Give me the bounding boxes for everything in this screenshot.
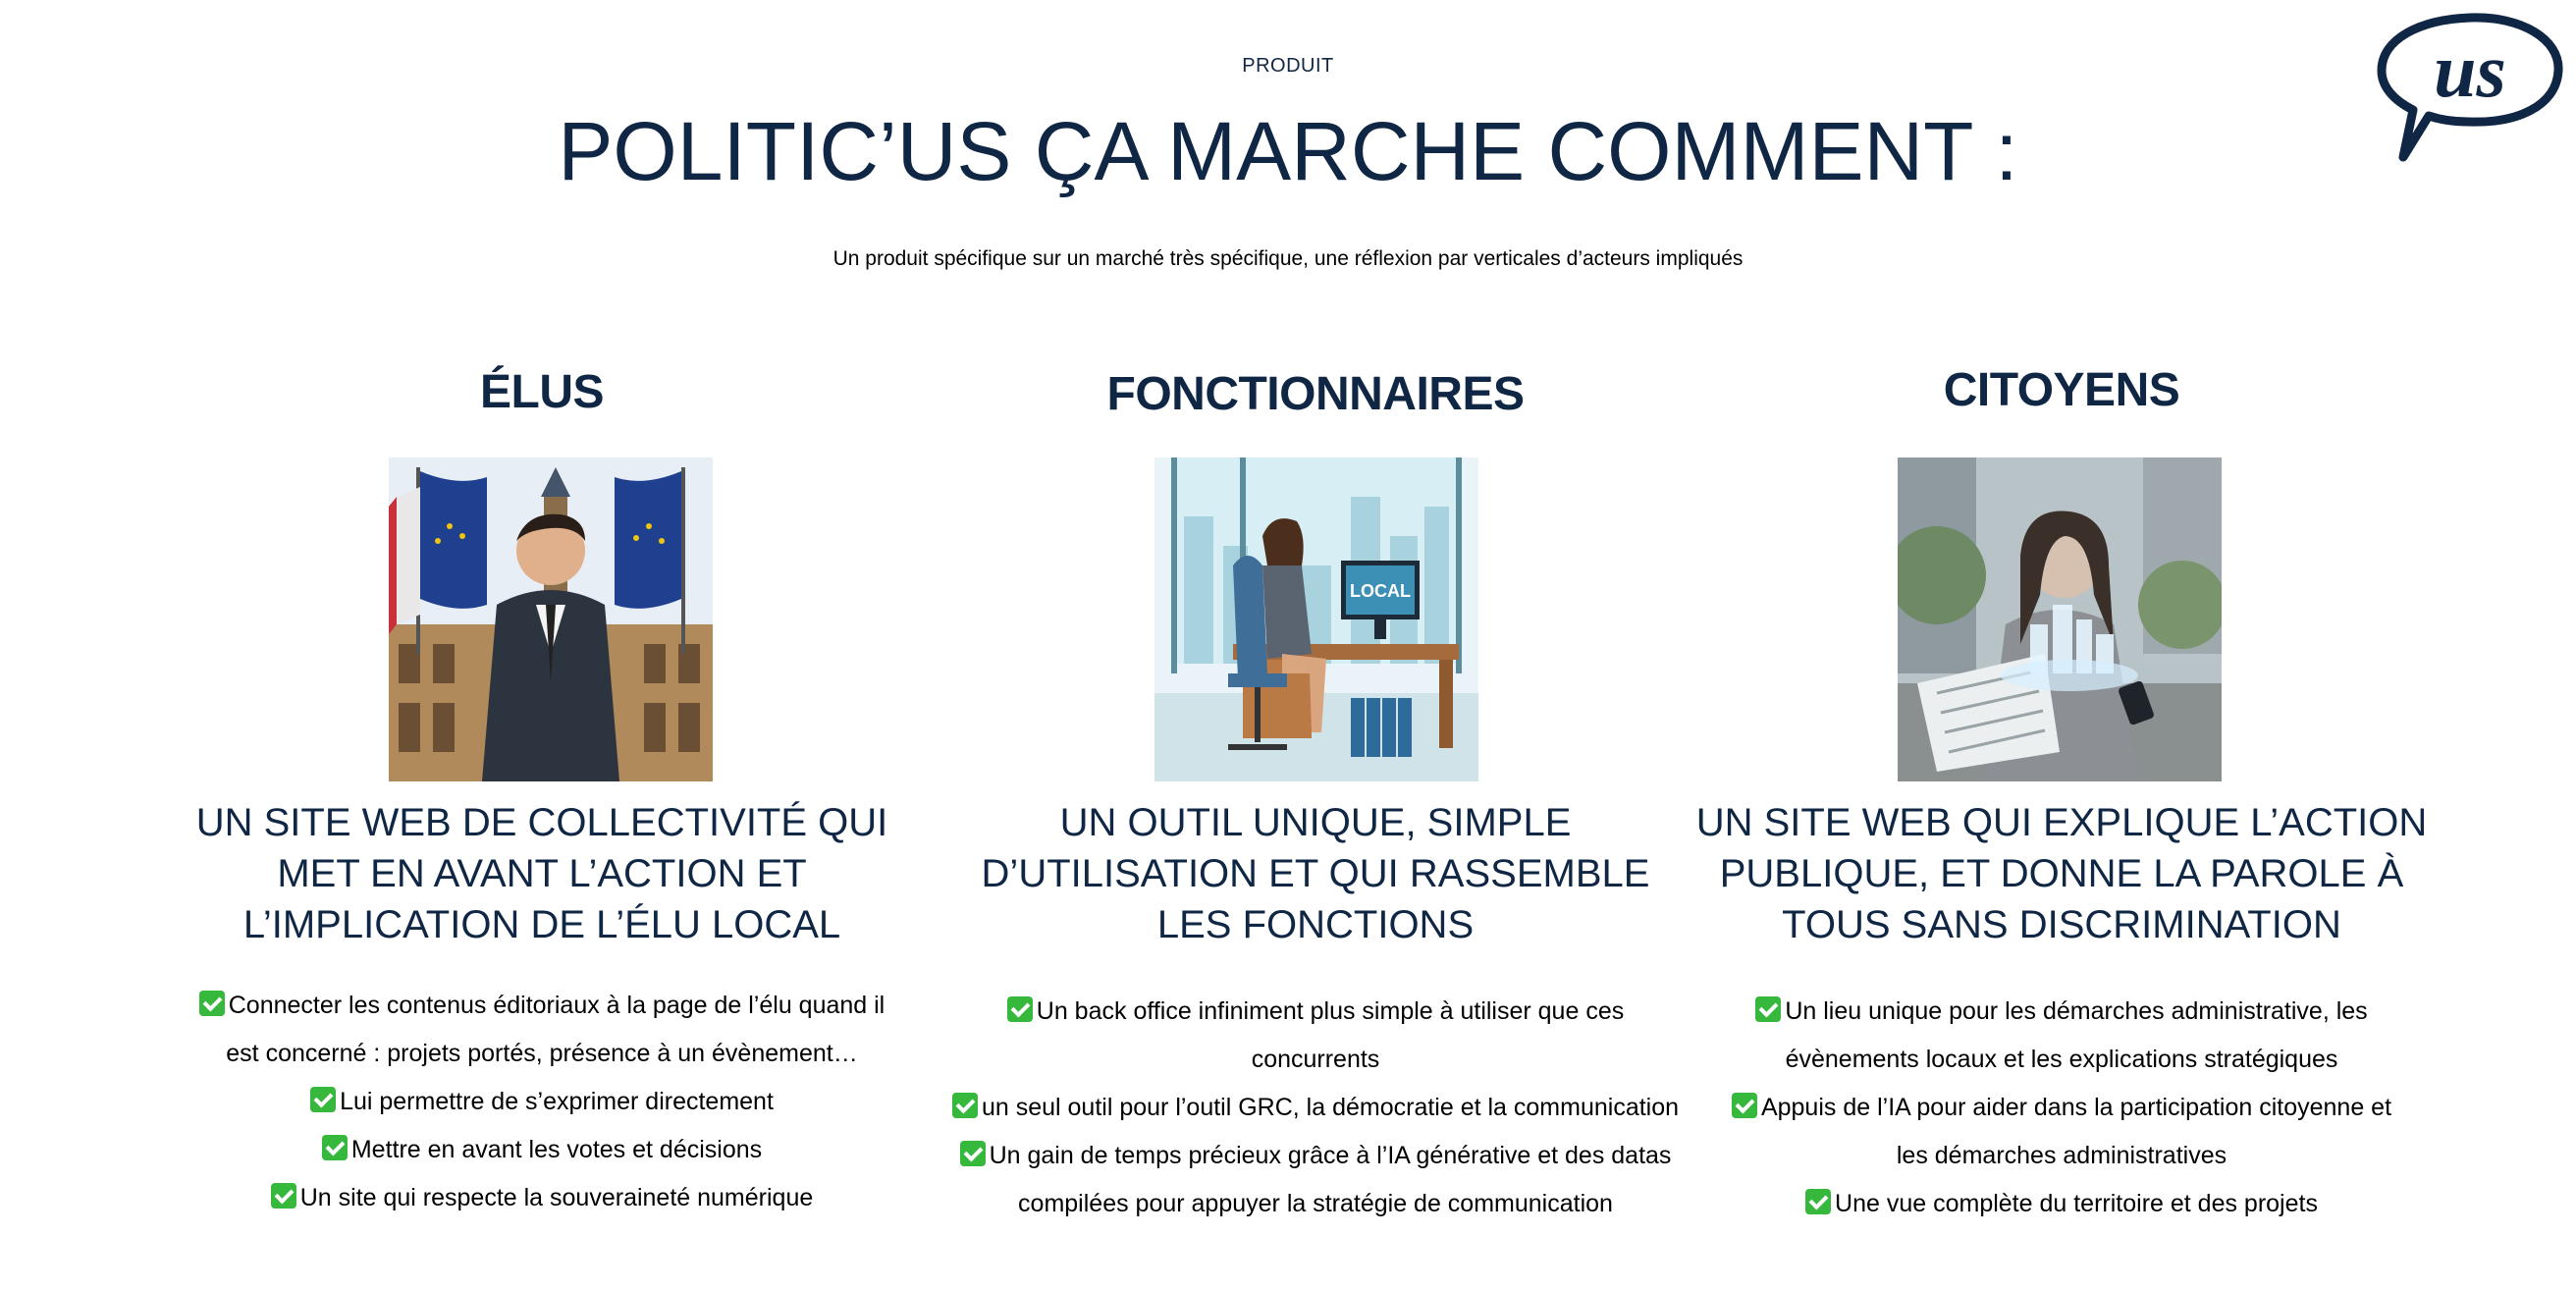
- item-text: Une vue complète du territoire et des projets: [1835, 1190, 2318, 1217]
- column-headline: [169, 797, 915, 950]
- item-text: Mettre en avant les votes et décisions: [350, 1136, 763, 1163]
- headline-line: UN SITE WEB DE COLLECTIVITÉ QUI: [195, 801, 888, 844]
- list-item: [942, 1132, 1689, 1228]
- item-text: concurrents: [1251, 1046, 1380, 1073]
- item-text: compilées pour appuyer la stratégie de communication: [1018, 1190, 1613, 1217]
- check-icon: [1755, 996, 1781, 1022]
- list-item: [169, 982, 915, 1078]
- item-text: Un gain de temps précieux grâce à l’IA générative et des datas: [989, 1142, 1672, 1169]
- item-text: évènements locaux et les explications stratégiques: [1785, 1046, 2338, 1073]
- column-headline: [942, 797, 1689, 950]
- monitor-text: LOCAL: [1350, 581, 1411, 601]
- headline-line: LES FONCTIONS: [1156, 903, 1475, 946]
- item-text: Un back office infiniment plus simple à utiliser que ces: [1036, 997, 1625, 1025]
- item-text: Un lieu unique pour les démarches administrative, les: [1785, 997, 2368, 1025]
- column-title: CITOYENS: [1943, 364, 2180, 416]
- column-headline: [1689, 797, 2435, 950]
- page-title: POLITIC’US ÇA MARCHE COMMENT :: [558, 105, 2018, 197]
- list-item: [1689, 988, 2435, 1084]
- citizen-reading-illustration: [1898, 457, 2222, 781]
- item-text: Connecter les contenus éditoriaux à la page de l’élu quand il: [228, 992, 886, 1019]
- headline-line: PUBLIQUE, ET DONNE LA PAROLE À: [1719, 852, 2404, 895]
- check-icon: [1805, 1189, 1831, 1214]
- check-icon: [322, 1135, 348, 1160]
- list-item: [942, 1084, 1689, 1132]
- check-icon: [271, 1183, 296, 1209]
- item-text: est concerné : projets portés, présence à un évènement…: [226, 1040, 858, 1067]
- headline-line: L’IMPLICATION DE L’ÉLU LOCAL: [242, 903, 841, 946]
- check-icon: [310, 1087, 336, 1112]
- check-icon: [199, 991, 225, 1016]
- elected-official-illustration: [389, 457, 713, 781]
- check-icon: [1007, 996, 1033, 1022]
- eyebrow-label: PRODUIT: [1242, 55, 1334, 77]
- feature-list: [942, 988, 1689, 1228]
- list-item: [1689, 1180, 2435, 1228]
- feature-list: [1689, 988, 2435, 1228]
- item-text: les démarches administratives: [1896, 1142, 2227, 1169]
- check-icon: [960, 1141, 986, 1166]
- headline-line: UN SITE WEB QUI EXPLIQUE L’ACTION: [1695, 801, 2428, 844]
- logo-text: us: [2434, 27, 2506, 113]
- headline-line: MET EN AVANT L’ACTION ET: [277, 852, 807, 895]
- check-icon: [1732, 1093, 1757, 1118]
- column-title: FONCTIONNAIRES: [1106, 368, 1525, 420]
- column-title: ÉLUS: [479, 366, 604, 418]
- list-item: [1689, 1084, 2435, 1180]
- item-text: Lui permettre de s’exprimer directement: [340, 1088, 774, 1115]
- headline-line: TOUS SANS DISCRIMINATION: [1782, 903, 2341, 946]
- check-icon: [952, 1093, 978, 1118]
- item-text: Un site qui respecte la souveraineté numérique: [299, 1184, 814, 1211]
- list-item: [169, 1126, 915, 1174]
- feature-list: [169, 982, 915, 1222]
- item-text: Appuis de l’IA pour aider dans la participation citoyenne et: [1760, 1094, 2392, 1121]
- headline-line: UN OUTIL UNIQUE, SIMPLE: [1059, 801, 1572, 844]
- civil-servant-office-illustration: [1154, 457, 1478, 781]
- page-subtitle: Un produit spécifique sur un marché très spécifique, une réflexion par verticales d’acteurs impliqués: [832, 247, 1744, 270]
- headline-line: D’UTILISATION ET QUI RASSEMBLE: [981, 852, 1650, 895]
- list-item: [169, 1078, 915, 1126]
- speech-bubble-logo-icon: [2374, 10, 2566, 167]
- list-item: [169, 1174, 915, 1222]
- list-item: [942, 988, 1689, 1084]
- item-text: un seul outil pour l’outil GRC, la démocratie et la communication: [981, 1094, 1680, 1121]
